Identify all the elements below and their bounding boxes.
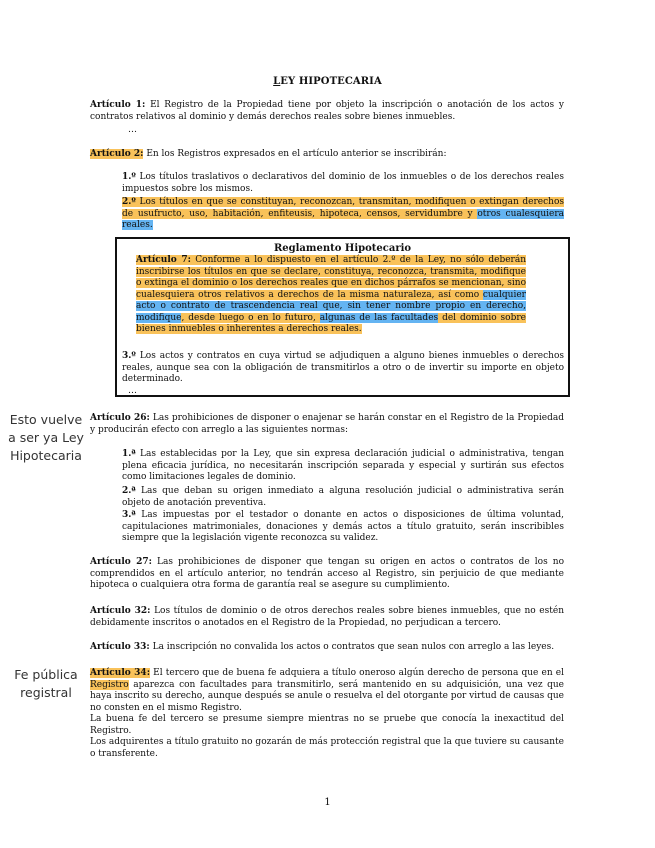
article-27-label: Artículo 27:: [90, 557, 152, 567]
article-1: [90, 100, 564, 123]
ellipsis-2: …: [128, 386, 137, 396]
margin-note-ley-line-1: Esto vuelve: [9, 412, 83, 427]
article-32-label: Artículo 32:: [90, 606, 151, 616]
reglamento-article-7: [136, 255, 526, 336]
item-1: [122, 172, 564, 195]
article-27-text: Las prohibiciones de disponer que tengan su origen en actos o contratos de los no comprendidos en el artículo anterior, no tendrán acceso al Registro, sin perjuicio de que mediante hipoteca o cualquiera otra forma de garantía real se asegure su cumplimiento.: [90, 557, 564, 590]
article-1-text: El Registro de la Propiedad tiene por objeto la inscripción o anotación de los actos y contratos relativos al dominio y demás derechos reales sobre bienes inmuebles.: [90, 100, 565, 122]
title-first-letter: L: [273, 76, 281, 87]
norm-2-text: Las que deban su origen inmediato a alguna resolución judicial o administrativa serán objeto de anotación preventiva.: [122, 486, 564, 508]
norm-1: [122, 449, 564, 484]
margin-note-fe-line-2: registral: [20, 685, 72, 700]
norm-2: [122, 486, 564, 509]
reglamento-text-y1: Conforme a lo dispuesto en el artículo 2.º de la Ley, no sólo deberán inscribirse los títulos en que se declare, constituya, reconozca, transmita, modifique o extinga el dominio o los derechos reales que en dichos párrafos se mencionan, sino cualesquiera otros relativos a derechos de la misma naturaleza, así como: [136, 255, 526, 300]
article-34-text-b: aparezca con facultades para transmitirlo, será mantenido en su adquisición, una vez que haya inscrito su derecho, aunque después se anule o resuelva el del otorgante por virtud de causas que no consten en el mismo Registro.: [90, 679, 564, 713]
item-2-num: 2.º: [122, 197, 136, 207]
item-3: [122, 351, 564, 386]
article-26-label: Artículo 26:: [90, 413, 150, 423]
item-3-text: Los actos y contratos en cuya virtud se adjudiquen a alguno bienes inmuebles o derechos reales, aunque sea con la obligación de transmitirlos a otro o de invertir su importe en objeto determinado.: [122, 351, 564, 384]
margin-note-ley-hipotecaria: [4, 411, 88, 465]
article-2-label: Artículo 2:: [90, 149, 144, 159]
norm-3-num: 3.ª: [122, 510, 136, 520]
document-title: [0, 76, 655, 87]
article-2: [90, 149, 564, 161]
article-33-text: La inscripción no convalida los actos o contratos que sean nulos con arreglo a las leyes.: [149, 642, 555, 652]
reglamento-text-y3: del dominio sobre bienes inmuebles o inherentes a derechos reales.: [136, 312, 526, 334]
item-1-text: Los títulos traslativos o declarativos del dominio de los inmuebles o de los derechos reales impuestos sobre los mismos.: [122, 172, 564, 194]
article-32-text: Los títulos de dominio o de otros derechos reales sobre bienes inmuebles, que no estén debidamente inscritos o anotados en el Registro de la Propiedad, no perjudican a tercero.: [90, 606, 564, 628]
title-rest: EY HIPOTECARIA: [280, 76, 382, 87]
article-26-text: Las prohibiciones de disponer o enajenar se harán constar en el Registro de la Propiedad y producirán efecto con arreglo a las siguientes normas:: [90, 413, 564, 435]
article-33-label: Artículo 33:: [90, 642, 150, 652]
article-26: [90, 413, 564, 436]
norm-3: [122, 510, 564, 545]
article-34-text-a: El tercero que de buena fe adquiera a título oneroso algún derecho de persona que en el: [150, 668, 564, 678]
article-2-text: En los Registros expresados en el artículo anterior se inscribirán:: [143, 149, 447, 159]
item-2: [122, 197, 564, 232]
norm-1-text: Las establecidas por la Ley, que sin expresa declaración judicial o administrativa, tengan plena eficacia jurídica, no necesitarán inscripción separada y especial y surtirán sus efectos como limitaciones legales de dominio.: [122, 449, 564, 482]
article-34-paragraph-2: La buena fe del tercero se presume siempre mientras no se pruebe que conocía la inexactitud del Registro.: [90, 714, 564, 736]
article-34-registro: Registro: [90, 679, 129, 690]
norm-1-num: 1.ª: [122, 449, 136, 459]
reglamento-article-7-label: Artículo 7:: [136, 255, 191, 265]
article-33: [90, 642, 564, 654]
reglamento-text-b1: cualquier acto o contrato de trascendencia real que, sin tener nombre propio en derecho, modifique: [136, 289, 526, 323]
margin-note-fe-publica: [4, 666, 88, 702]
margin-note-ley-line-3: Hipotecaria: [10, 448, 82, 463]
article-1-label: Artículo 1:: [90, 100, 146, 110]
article-32: [90, 606, 564, 629]
norm-3-text: Las impuestas por el testador o donante en actos o disposiciones de última voluntad, capitulaciones matrimoniales, donaciones y demás actos a título gratuito, serán inscribibles siempre que la legislación vigente reconozca su validez.: [122, 510, 564, 543]
page-number: 1: [324, 797, 331, 808]
article-27: [90, 557, 564, 592]
item-3-num: 3.º: [122, 351, 136, 361]
norm-2-num: 2.ª: [122, 486, 136, 496]
item-2-text-blue: otros cualesquiera reales.: [122, 208, 564, 230]
margin-note-ley-line-2: a ser ya Ley: [8, 430, 84, 445]
reglamento-text-y2: , desde luego o en lo futuro,: [181, 312, 320, 323]
ellipsis-1: …: [128, 125, 137, 135]
item-2-text-highlight: Los títulos en que se constituyan, reconozcan, transmitan, modifiquen o extingan derechos de usufructo, uso, habitación, enfiteusis, hipoteca, censos, servidumbre y: [122, 197, 564, 219]
article-34: [90, 668, 564, 760]
reglamento-title: Reglamento Hipotecario: [273, 243, 412, 254]
article-34-paragraph-3: Los adquirentes a título gratuito no gozarán de más protección registral que la que tuviere su causante o transferente.: [90, 737, 564, 759]
article-34-label: Artículo 34:: [90, 668, 151, 678]
item-1-num: 1.º: [122, 172, 136, 182]
margin-note-fe-line-1: Fe pública: [14, 667, 78, 682]
reglamento-text-b2: algunas de las facultades: [319, 312, 439, 323]
